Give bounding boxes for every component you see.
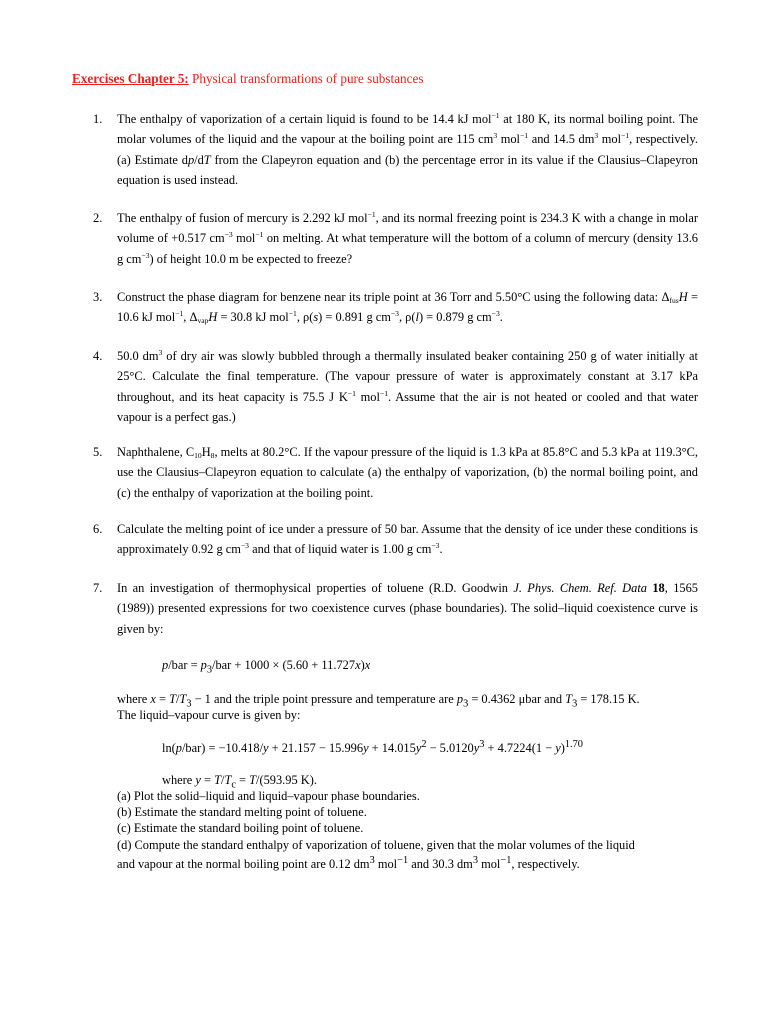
exercise-number: 7. — [93, 581, 103, 595]
part-a: (a) Plot the solid–liquid and liquid–vapour phase boundaries. — [117, 789, 420, 803]
exercise-5: 5. Naphthalene, $C_{10}H_8$, melts at 80.2°C. If the vapour pressure of the liquid is 1.3 kPa at 85.8°C and 5.3 kPa at 119.3°C, use the Clausius–Clapeyron equation to calculate (a) the enthalpy of vaporization, (b) the normal boiling point, and (c) the enthalpy of vaporization at the boiling point. — [117, 442, 698, 503]
part-b: (b) Estimate the standard melting point of toluene. — [117, 805, 367, 819]
exercise-number: 1. — [93, 112, 103, 126]
exercise-7: 7. In an investigation of thermophysical properties of toluene (R.D. Goodwin J. Phys. Chem. Ref. Data 18, 1565 (1989)) presented expressions for two coexistence curves (phase boundaries). The solid–liquid coexistence curve is given by: — [117, 578, 698, 639]
exercise-4: 4. 50.0 $dm^3$ of dry air was slowly bubbled through a thermally insulated beaker containing 250 g of water initially at 25°C. Calculate the final temperature. (The vapour pressure of water is approximately constant at 3.17 kPa throughout, and its heat capacity is 75.5 J $K^{-1}$ mol$^{-1}$. Assume that the air is not heated or cooled and that water vapour is a perfect gas.) — [93, 348, 699, 424]
exercise-6: 6. Calculate the melting point of ice under a pressure of 50 bar. Assume that the density of ice under these conditions is approximately 0.92 g $cm^{-3}$ and that of liquid water is 1.00 g $cm^{-3}$. — [117, 519, 698, 560]
exercise-number: 5. — [93, 445, 103, 459]
exercise-number: 4. — [93, 349, 103, 363]
reduced-temperature-def: where $y = T/T_c = T/(593.95$ K). — [162, 773, 317, 791]
exercise-number: 2. — [93, 211, 103, 225]
where-word: where — [162, 773, 193, 787]
part-d: (d) Compute the standard enthalpy of vaporization of toluene, given that the molar volumes of the liquid and vapour at the normal boiling point are 0.12 $dm^3$ mol$^{-1}$ and 30.3 $dm^3$ mol$^{-1}$, respectively. — [117, 838, 635, 872]
exercise-3: 3. Construct the phase diagram for benzene near its triple point at 36 Torr and 5.50°C using the following data: $\Delta_{fus}H = 10.6$ kJ mol$^{-1}$, $\Delta_{vap}H = 30.8$ kJ mol$^{-1}$, ρ(s) = 0.891 g $cm^{-3}$, ρ(l) = 0.879 g $cm^{-3}$. — [117, 287, 698, 328]
part-d-text: (d) Compute the standard enthalpy of vaporization of toluene, given that the molar volumes of the liquid — [117, 838, 635, 852]
liquid-vapour-equation: $\ln(p/bar) = -10.418/y + 21.157 - 15.996y + 14.015y^2 - 5.0120y^3 + 4.7224(1 - y)^{1.70}$ — [162, 739, 583, 756]
exercise-1: 1. The enthalpy of vaporization of a certain liquid is found to be 14.4 kJ mol$^{-1}$ at 180 K, its normal boiling point. The molar volumes of the liquid and the vapour at the boiling point are 115 $cm^3$ mol$^{-1}$ and 14.5 $dm^3$ mol$^{-1}$, respectively. (a) Estimate dp/dT from the Clapeyron equation and (b) the percentage error in its value if the Clausius–Clapeyron equation is used instead. — [93, 111, 698, 187]
page-title — [72, 71, 423, 87]
chapter-subtitle: Physical transformations of pure substances — [192, 71, 424, 86]
part-c: (c) Estimate the standard boiling point of toluene. — [117, 821, 364, 835]
solid-liquid-equation: $p/bar = p_3$/bar + 1000 × (5.60 + 11.727x)x — [162, 658, 371, 676]
triple-point-text: where $x = T/T_3 - 1$ and the triple point pressure and temperature are $p_3 = 0.4362$ μbar and $T_3 = 178.15$ K. — [117, 692, 640, 710]
exercise-number: 3. — [93, 290, 103, 304]
exercise-2: 2. The enthalpy of fusion of mercury is 2.292 kJ mol$^{-1}$, and its normal freezing point is 234.3 K with a change in molar volume of +0.517 $cm^{-3}$ mol$^{-1}$ on melting. At what temperature will the bottom of a column of mercury (density 13.6 g $cm^{-3}$) of height 10.0 m be expected to freeze? — [93, 210, 699, 266]
liquid-vapour-intro: The liquid–vapour curve is given by: — [117, 708, 301, 722]
exercise-number: 6. — [93, 522, 103, 536]
chapter-label: Exercises Chapter 5: — [72, 71, 189, 86]
